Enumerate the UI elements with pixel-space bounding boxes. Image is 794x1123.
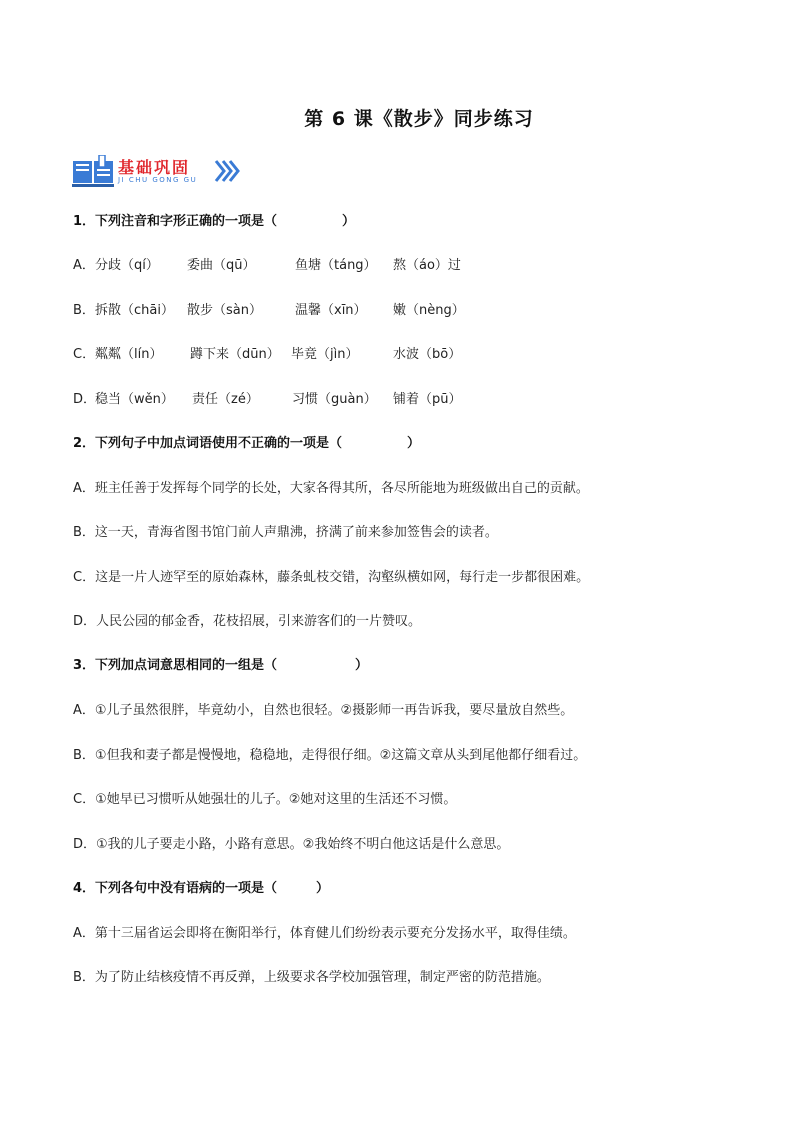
banner-pinyin: JI CHU GONG GU	[118, 176, 198, 184]
option-item: 毕竟（jìn）	[291, 347, 359, 362]
section-banner	[72, 153, 242, 189]
option-item: 习惯（guàn）	[292, 392, 377, 407]
option-item: 水波（bō）	[393, 347, 462, 362]
option-text: C．这是一片人迹罕至的原始森林，藤条虬枝交错，沟壑纵横如网，每行走一步都很困难。	[73, 570, 590, 585]
double-chevron-right-icon	[214, 159, 240, 183]
option-item: 蹲下来（dūn）	[190, 347, 280, 362]
option-item: 稳当（wěn）	[95, 392, 174, 407]
option-letter: D．	[73, 392, 97, 407]
option-text: B．这一天，青海省图书馆门前人声鼎沸，挤满了前来参加签售会的读者。	[73, 525, 498, 540]
option-text: B．为了防止结核疫情不再反弹，上级要求各学校加强管理，制定严密的防范措施。	[73, 970, 550, 985]
option-item: 熬（áo）过	[393, 258, 461, 273]
option-text: D．①我的儿子要走小路，小路有意思。②我始终不明白他这话是什么意思。	[73, 837, 510, 852]
option-item: 分歧（qí）	[95, 258, 159, 273]
banner-label: 基础巩固	[118, 158, 191, 177]
open-book-icon	[72, 155, 114, 187]
option-text: B．①但我和妻子都是慢慢地，稳稳地，走得很仔细。②这篇文章从头到尾他都仔细看过。	[73, 748, 587, 763]
option-item: 粼粼（lín）	[95, 347, 163, 362]
page-title: 第 6 课《散步》同步练习	[304, 108, 534, 130]
option-item: 鱼塘（táng）	[295, 258, 377, 273]
option-item: 铺着（pū）	[393, 392, 462, 407]
option-text: A．第十三届省运会即将在衡阳举行，体育健儿们纷纷表示要充分发扬水平，取得佳绩。	[73, 926, 576, 941]
question-stem: 1．下列注音和字形正确的一项是（ ）	[73, 214, 356, 229]
option-letter: C．	[73, 347, 96, 362]
option-text: C．①她早已习惯听从她强壮的儿子。②她对这里的生活还不习惯。	[73, 792, 457, 807]
option-item: 温馨（xīn）	[295, 303, 367, 318]
question-stem: 3．下列加点词意思相同的一组是（ ）	[73, 658, 369, 673]
option-text: A．班主任善于发挥每个同学的长处，大家各得其所，各尽所能地为班级做出自己的贡献。	[73, 481, 589, 496]
question-stem: 4．下列各句中没有语病的一项是（ ）	[73, 881, 330, 896]
option-text: D．人民公园的郁金香，花枝招展，引来游客们的一片赞叹。	[73, 614, 422, 629]
option-letter: B．	[73, 303, 95, 318]
option-item: 委曲（qū）	[187, 258, 256, 273]
option-item: 嫩（nèng）	[393, 303, 465, 318]
option-text: A．①儿子虽然很胖，毕竟幼小，自然也很轻。②摄影师一再告诉我，要尽量放自然些。	[73, 703, 574, 718]
option-item: 散步（sàn）	[187, 303, 262, 318]
option-item: 责任（zé）	[192, 392, 259, 407]
option-letter: A．	[73, 258, 95, 273]
question-stem: 2．下列句子中加点词语使用不正确的一项是（ ）	[73, 436, 421, 451]
option-item: 拆散（chāi）	[95, 303, 174, 318]
